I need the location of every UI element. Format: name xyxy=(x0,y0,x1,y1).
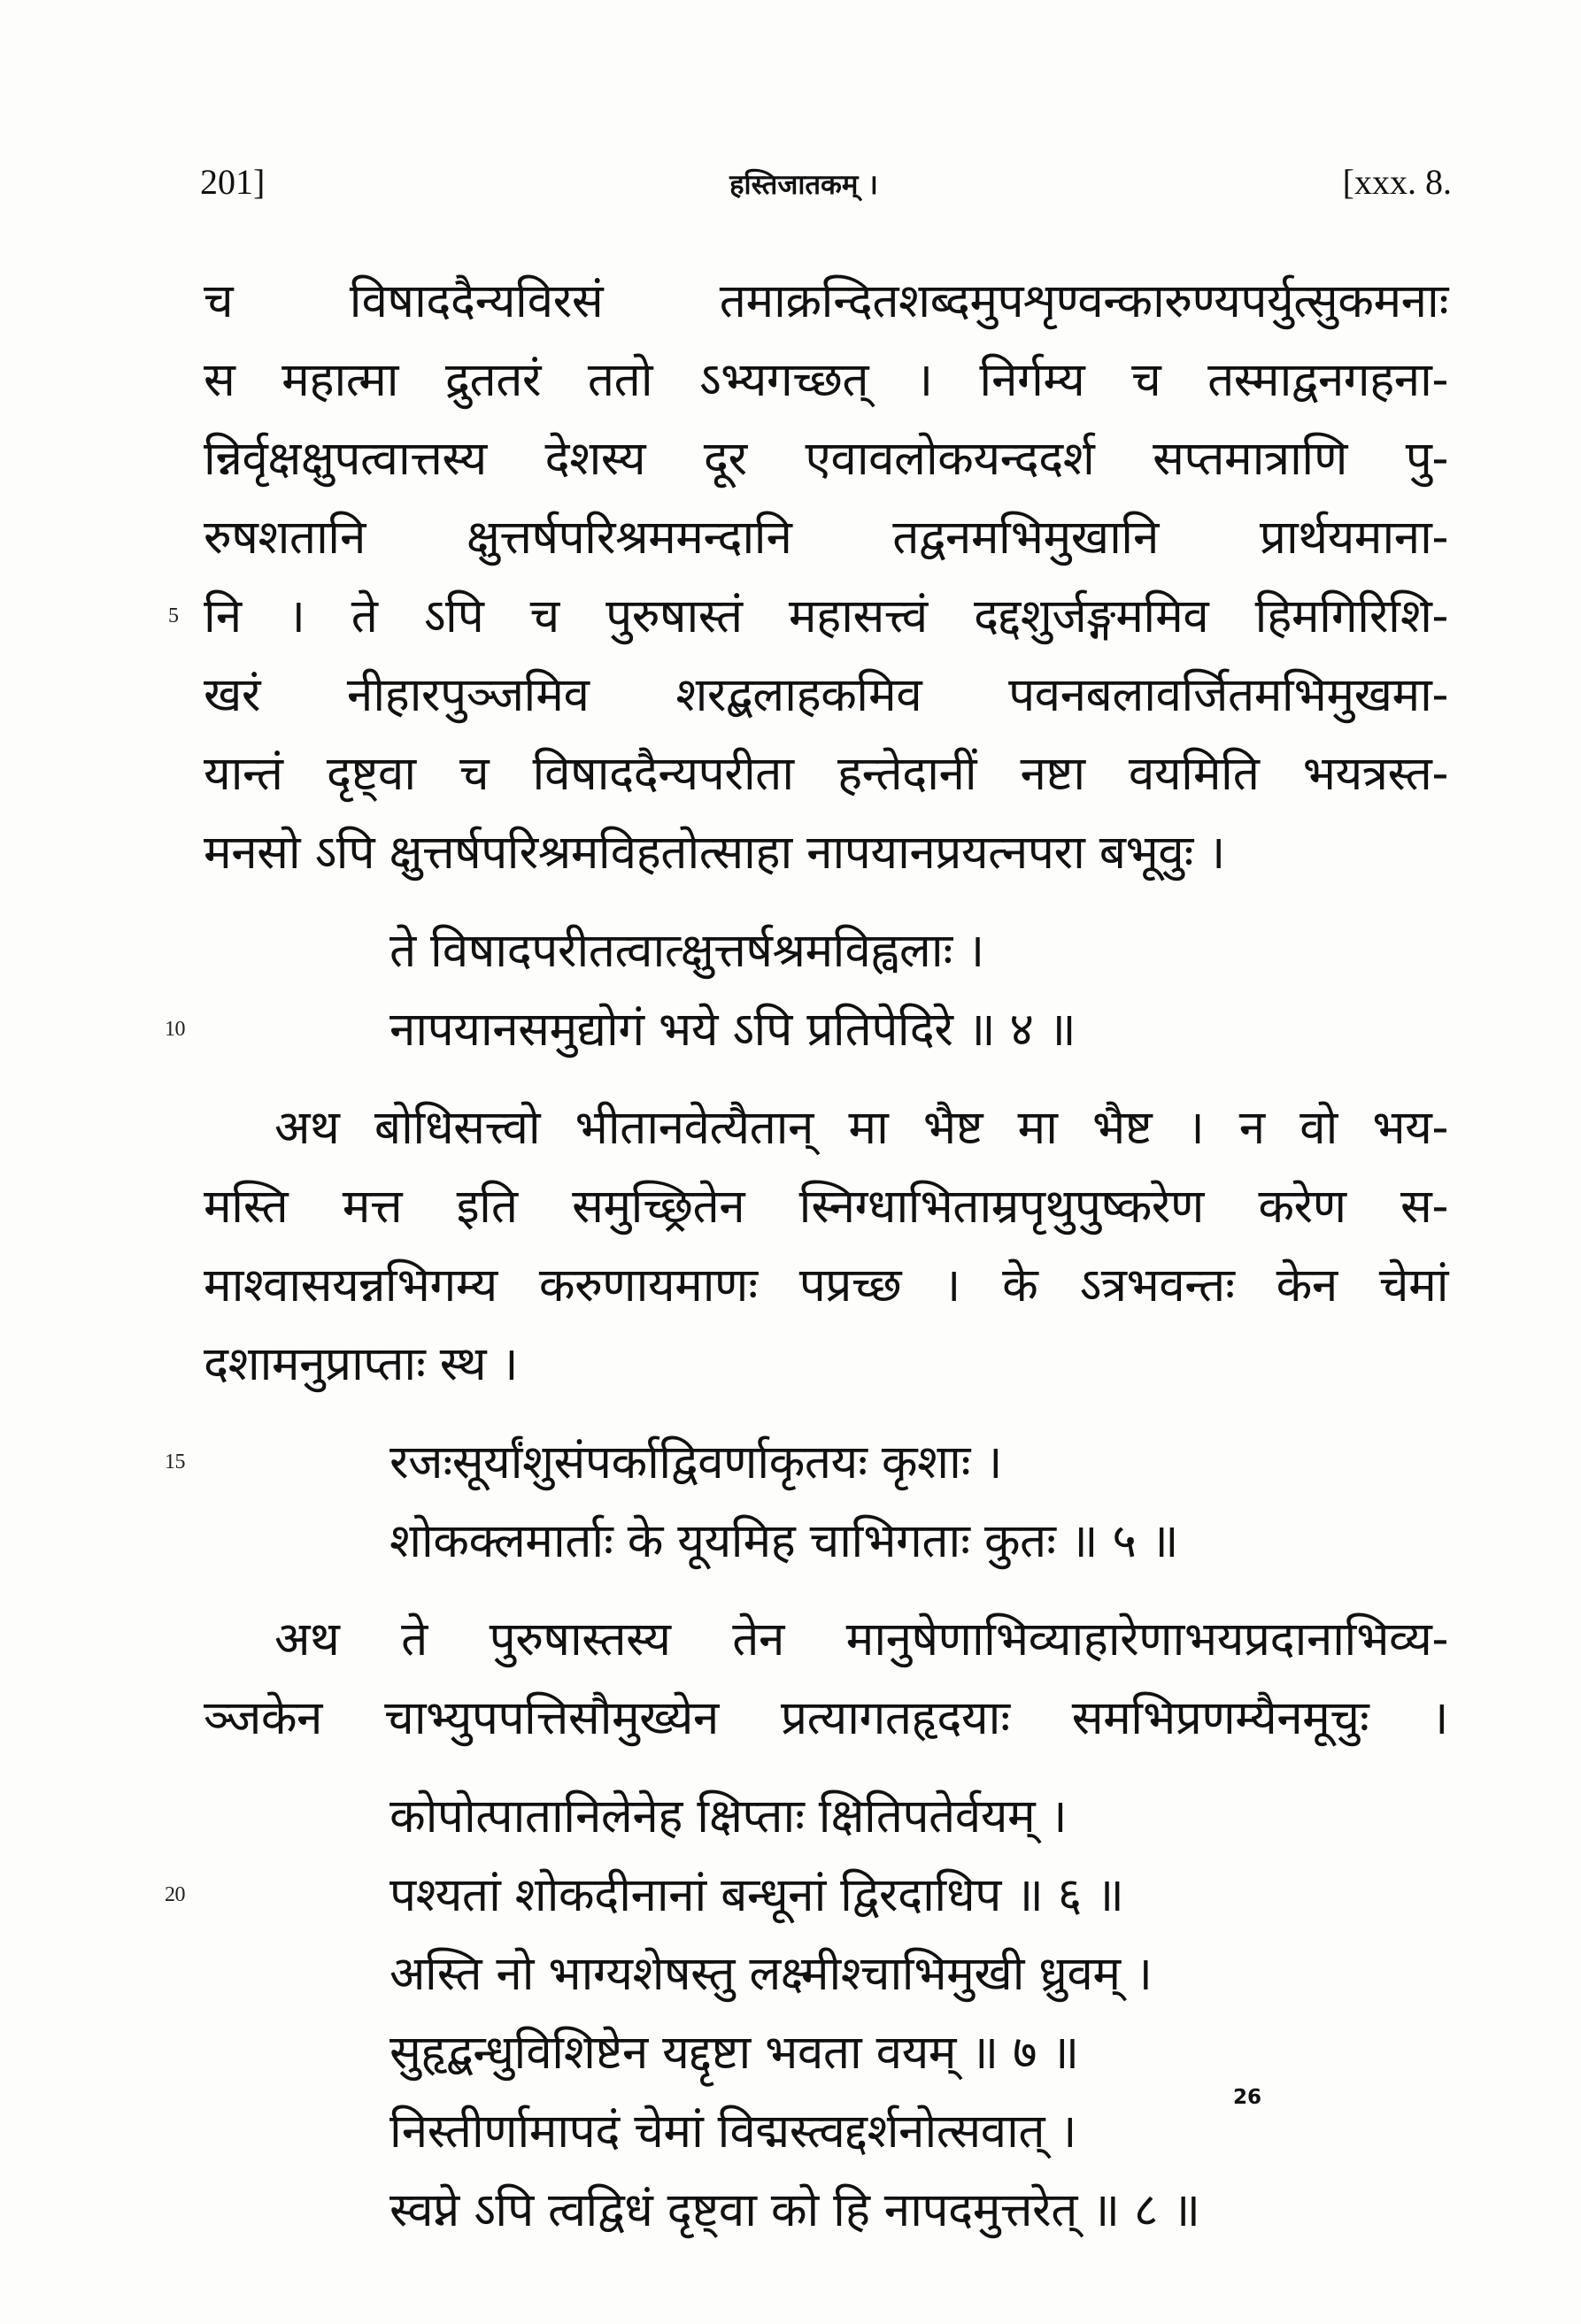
line-text: निस्तीर्णामापदं चेमां विद्मस्त्वद्दर्शनोत्सवात् । xyxy=(389,2105,1077,2159)
block-gap xyxy=(204,1581,1448,1600)
verse-line xyxy=(165,1856,1448,1935)
verse-line xyxy=(204,2171,1448,2250)
line-text: पश्यतां शोकदीनानां बन्धूनां द्विरदाधिप ॥ ६ ॥ xyxy=(389,1868,1124,1922)
prose-line xyxy=(204,1600,1448,1679)
line-text: शोकक्लमार्ताः के यूयमिह चाभिगताः कुतः ॥ ५ ॥ xyxy=(389,1514,1179,1568)
line-text: स महात्मा द्रुततरं ततो ऽभ्यगच्छत् । निर्गम्य च तस्माद्वनगहना- xyxy=(204,353,1448,407)
verse-line xyxy=(204,1502,1448,1581)
line-text: ञ्जकेन चाभ्युपपत्तिसौमुख्येन प्रत्यागतहृदयाः समभिप्रणम्यैनमूचुः । xyxy=(204,1691,1448,1745)
prose-line xyxy=(204,1679,1448,1758)
prose-line xyxy=(204,1167,1448,1246)
verse-line xyxy=(165,990,1448,1069)
running-title: हस्तिजातकम् । xyxy=(729,169,878,201)
line-text: यान्तं दृष्ट्वा च विषाददैन्यपरीता हन्तेदानीं नष्टा वयमिति भयत्रस्त- xyxy=(204,747,1448,801)
signature-mark: 26 xyxy=(1233,2086,1262,2109)
line-text: न्निर्वृक्षक्षुपत्वात्तस्य देशस्य दूर एवावलोकयन्ददर्श सप्तमात्राणि पु- xyxy=(204,432,1448,486)
prose-line xyxy=(204,735,1448,813)
verse-line xyxy=(204,1935,1448,2013)
line-number: 15 xyxy=(165,1451,185,1474)
verse-line xyxy=(204,2092,1448,2171)
verse-line xyxy=(165,1423,1448,1502)
line-text: नापयानसमुद्योगं भये ऽपि प्रतिपेदिरे ॥ ४ ॥ xyxy=(389,1003,1076,1057)
line-text: च विषाददैन्यविरसं तमाक्रन्दितशब्दमुपशृण्वन्कारुण्यपर्युत्सुकमनाः xyxy=(204,274,1448,328)
line-text: नि । ते ऽपि च पुरुषास्तं महासत्त्वं दद्दशुर्जङ्गममिव हिमगिरिशि- xyxy=(204,589,1448,643)
page-number: 201] xyxy=(200,162,266,202)
line-text: स्वप्ने ऽपि त्वद्विधं दृष्ट्वा को हि नापदमुत्तरेत् ॥ ८ ॥ xyxy=(389,2183,1200,2237)
prose-line xyxy=(204,1246,1448,1325)
line-text: अस्ति नो भाग्यशेषस्तु लक्ष्मीश्चाभिमुखी ध्रुवम् । xyxy=(389,1947,1153,2001)
line-text: अथ बोधिसत्त्वो भीतानवेत्यैतान् मा भैष्ट मा भैष्ट । न वो भय- xyxy=(274,1101,1448,1155)
prose-line xyxy=(204,1089,1448,1167)
prose-line xyxy=(204,262,1448,341)
line-text: ते विषादपरीतत्वात्क्षुत्तर्षश्रमविह्वलाः । xyxy=(389,924,984,978)
prose-line xyxy=(204,341,1448,419)
line-text: खरं नीहारपुञ्जमिव शरद्बलाहकमिव पवनबलावर्जितमभिमुखमा- xyxy=(204,668,1448,722)
verse-line xyxy=(204,1777,1448,1856)
prose-line xyxy=(204,656,1448,735)
block-gap xyxy=(204,1758,1448,1777)
block-gap xyxy=(204,1404,1448,1423)
verse-line xyxy=(204,2013,1448,2092)
running-header xyxy=(200,161,1452,214)
line-text: रुषशतानि क्षुत्तर्षपरिश्रममन्दानि तद्वनमभिमुखानि प्रार्थयमाना- xyxy=(204,511,1448,565)
verse-line xyxy=(204,912,1448,990)
line-text: माश्वासयन्नभिगम्य करुणायमाणः पप्रच्छ । के ऽत्रभवन्तः केन चेमां xyxy=(204,1258,1448,1312)
line-text: मनसो ऽपि क्षुत्तर्षपरिश्रमविहतोत्साहा नापयानप्रयत्नपरा बभूवुः । xyxy=(204,826,1225,880)
line-text: सुहृद्बन्धुविशिष्टेन यद्दृष्टा भवता वयम् ॥ ७ ॥ xyxy=(389,2026,1079,2080)
prose-line xyxy=(204,498,1448,577)
line-text: अथ ते पुरुषास्तस्य तेन मानुषेणाभिव्याहारेणाभयप्रदानाभिव्य- xyxy=(274,1612,1448,1666)
prose-line xyxy=(204,813,1448,892)
line-text: कोपोत्पातानिलेनेह क्षिप्ताः क्षितिपतेर्वयम् । xyxy=(389,1789,1068,1843)
line-text: रजःसूर्यांशुसंपर्काद्विवर्णाकृतयः कृशाः । xyxy=(389,1435,1002,1489)
line-text: दशामनुप्राप्ताः स्थ । xyxy=(204,1337,519,1391)
line-number: 5 xyxy=(168,604,179,627)
line-number: 10 xyxy=(165,1018,185,1041)
text-body xyxy=(165,262,1448,2250)
line-text: मस्ति मत्त इति समुच्छ्रितेन स्निग्धाभिताम्रपृथुपुष्करेण करेण स- xyxy=(204,1180,1448,1234)
section-reference: [xxx. 8. xyxy=(1342,162,1452,202)
block-gap xyxy=(204,1069,1448,1089)
block-gap xyxy=(204,892,1448,912)
prose-line xyxy=(204,1325,1448,1404)
prose-line xyxy=(204,419,1448,498)
prose-line xyxy=(168,577,1448,656)
line-number: 20 xyxy=(165,1883,185,1906)
